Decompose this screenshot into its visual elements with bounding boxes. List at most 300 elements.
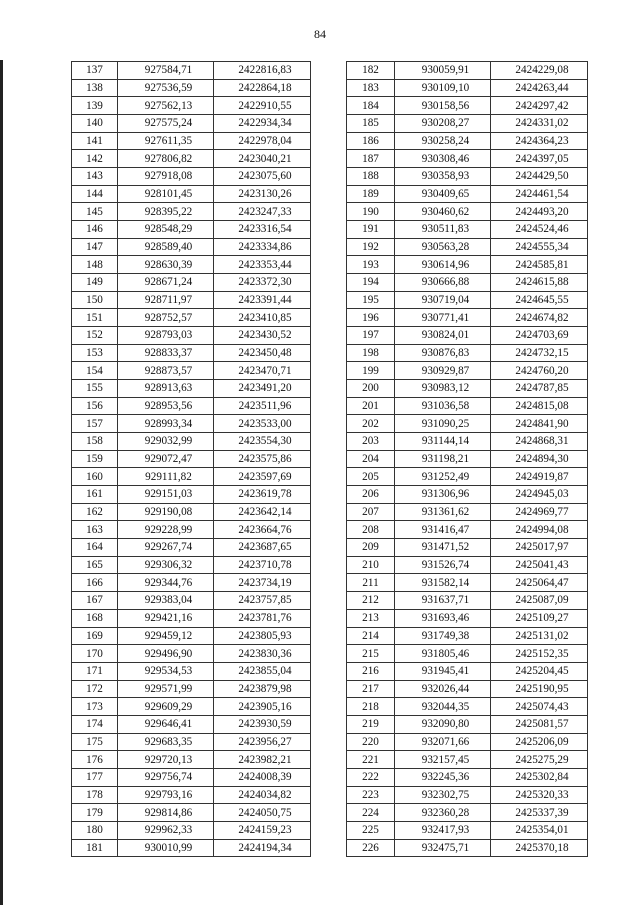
y-coordinate-cell: 2425354,01 — [491, 821, 588, 839]
x-coordinate-cell: 930614,96 — [395, 256, 491, 274]
point-number-cell: 191 — [347, 221, 395, 239]
y-coordinate-cell: 2423642,14 — [214, 503, 311, 521]
x-coordinate-cell: 928548,29 — [118, 221, 214, 239]
point-number-cell: 139 — [72, 97, 118, 115]
y-coordinate-cell: 2424868,31 — [491, 433, 588, 451]
point-number-cell: 150 — [72, 291, 118, 309]
x-coordinate-cell: 930511,83 — [395, 221, 491, 239]
table-row — [72, 327, 311, 345]
table-row — [347, 556, 588, 574]
y-coordinate-cell: 2424994,08 — [491, 521, 588, 539]
point-number-cell: 186 — [347, 132, 395, 150]
table-row — [347, 609, 588, 627]
table-row — [72, 786, 311, 804]
y-coordinate-cell: 2423247,33 — [214, 203, 311, 221]
x-coordinate-cell: 931945,41 — [395, 662, 491, 680]
table-row — [347, 503, 588, 521]
coordinates-table-left — [71, 61, 311, 857]
point-number-cell: 138 — [72, 79, 118, 97]
y-coordinate-cell: 2424919,87 — [491, 468, 588, 486]
y-coordinate-cell: 2424263,44 — [491, 79, 588, 97]
x-coordinate-cell: 932090,80 — [395, 715, 491, 733]
table-row — [72, 79, 311, 97]
table-row — [347, 238, 588, 256]
point-number-cell: 165 — [72, 556, 118, 574]
table-row — [347, 645, 588, 663]
x-coordinate-cell: 929683,35 — [118, 733, 214, 751]
point-number-cell: 222 — [347, 768, 395, 786]
y-coordinate-cell: 2424461,54 — [491, 185, 588, 203]
point-number-cell: 199 — [347, 362, 395, 380]
x-coordinate-cell: 929306,32 — [118, 556, 214, 574]
point-number-cell: 207 — [347, 503, 395, 521]
point-number-cell: 169 — [72, 627, 118, 645]
table-row — [72, 150, 311, 168]
point-number-cell: 147 — [72, 238, 118, 256]
table-row — [72, 574, 311, 592]
point-number-cell: 175 — [72, 733, 118, 751]
table-row — [347, 79, 588, 97]
table-row — [72, 221, 311, 239]
y-coordinate-cell: 2423687,65 — [214, 539, 311, 557]
table-row — [72, 256, 311, 274]
table-row — [347, 680, 588, 698]
table-row — [347, 698, 588, 716]
point-number-cell: 200 — [347, 380, 395, 398]
point-number-cell: 177 — [72, 768, 118, 786]
point-number-cell: 209 — [347, 539, 395, 557]
y-coordinate-cell: 2423805,93 — [214, 627, 311, 645]
x-coordinate-cell: 928671,24 — [118, 274, 214, 292]
point-number-cell: 202 — [347, 415, 395, 433]
x-coordinate-cell: 928793,03 — [118, 327, 214, 345]
x-coordinate-cell: 932157,45 — [395, 751, 491, 769]
y-coordinate-cell: 2425081,57 — [491, 715, 588, 733]
point-number-cell: 142 — [72, 150, 118, 168]
y-coordinate-cell: 2423554,30 — [214, 433, 311, 451]
point-number-cell: 203 — [347, 433, 395, 451]
table-row — [72, 503, 311, 521]
point-number-cell: 144 — [72, 185, 118, 203]
x-coordinate-cell: 930258,24 — [395, 132, 491, 150]
y-coordinate-cell: 2425041,43 — [491, 556, 588, 574]
table-row — [347, 344, 588, 362]
table-row — [72, 274, 311, 292]
point-number-cell: 162 — [72, 503, 118, 521]
x-coordinate-cell: 929646,41 — [118, 715, 214, 733]
y-coordinate-cell: 2423130,26 — [214, 185, 311, 203]
x-coordinate-cell: 930876,83 — [395, 344, 491, 362]
table-row — [72, 397, 311, 415]
y-coordinate-cell: 2425337,39 — [491, 804, 588, 822]
y-coordinate-cell: 2425206,09 — [491, 733, 588, 751]
point-number-cell: 176 — [72, 751, 118, 769]
point-number-cell: 140 — [72, 115, 118, 133]
x-coordinate-cell: 929228,99 — [118, 521, 214, 539]
x-coordinate-cell: 929151,03 — [118, 486, 214, 504]
x-coordinate-cell: 931416,47 — [395, 521, 491, 539]
y-coordinate-cell: 2424787,85 — [491, 380, 588, 398]
y-coordinate-cell: 2425204,45 — [491, 662, 588, 680]
x-coordinate-cell: 928953,56 — [118, 397, 214, 415]
point-number-cell: 174 — [72, 715, 118, 733]
y-coordinate-cell: 2423781,76 — [214, 609, 311, 627]
point-number-cell: 158 — [72, 433, 118, 451]
table-row — [72, 733, 311, 751]
point-number-cell: 154 — [72, 362, 118, 380]
x-coordinate-cell: 929421,16 — [118, 609, 214, 627]
x-coordinate-cell: 930983,12 — [395, 380, 491, 398]
x-coordinate-cell: 930358,93 — [395, 168, 491, 186]
x-coordinate-cell: 928589,40 — [118, 238, 214, 256]
table-row — [347, 115, 588, 133]
point-number-cell: 182 — [347, 62, 395, 80]
x-coordinate-cell: 930719,04 — [395, 291, 491, 309]
y-coordinate-cell: 2422934,34 — [214, 115, 311, 133]
point-number-cell: 170 — [72, 645, 118, 663]
x-coordinate-cell: 929072,47 — [118, 450, 214, 468]
x-coordinate-cell: 931361,62 — [395, 503, 491, 521]
point-number-cell: 145 — [72, 203, 118, 221]
table-row — [72, 715, 311, 733]
x-coordinate-cell: 931198,21 — [395, 450, 491, 468]
y-coordinate-cell: 2424008,39 — [214, 768, 311, 786]
table-row — [347, 768, 588, 786]
y-coordinate-cell: 2423734,19 — [214, 574, 311, 592]
table-row — [72, 185, 311, 203]
point-number-cell: 192 — [347, 238, 395, 256]
x-coordinate-cell: 928101,45 — [118, 185, 214, 203]
point-number-cell: 173 — [72, 698, 118, 716]
x-coordinate-cell: 931090,25 — [395, 415, 491, 433]
point-number-cell: 218 — [347, 698, 395, 716]
point-number-cell: 201 — [347, 397, 395, 415]
y-coordinate-cell: 2425370,18 — [491, 839, 588, 857]
y-coordinate-cell: 2423830,36 — [214, 645, 311, 663]
table-row — [72, 609, 311, 627]
point-number-cell: 164 — [72, 539, 118, 557]
point-number-cell: 226 — [347, 839, 395, 857]
point-number-cell: 198 — [347, 344, 395, 362]
x-coordinate-cell: 929962,33 — [118, 821, 214, 839]
x-coordinate-cell: 930929,87 — [395, 362, 491, 380]
y-coordinate-cell: 2423597,69 — [214, 468, 311, 486]
table-row — [72, 821, 311, 839]
y-coordinate-cell: 2423470,71 — [214, 362, 311, 380]
table-row — [72, 97, 311, 115]
x-coordinate-cell: 929032,99 — [118, 433, 214, 451]
x-coordinate-cell: 927562,13 — [118, 97, 214, 115]
x-coordinate-cell: 932044,35 — [395, 698, 491, 716]
x-coordinate-cell: 929534,53 — [118, 662, 214, 680]
y-coordinate-cell: 2423533,00 — [214, 415, 311, 433]
point-number-cell: 143 — [72, 168, 118, 186]
table-row — [347, 433, 588, 451]
y-coordinate-cell: 2423372,30 — [214, 274, 311, 292]
point-number-cell: 185 — [347, 115, 395, 133]
y-coordinate-cell: 2425275,29 — [491, 751, 588, 769]
x-coordinate-cell: 927611,35 — [118, 132, 214, 150]
y-coordinate-cell: 2424159,23 — [214, 821, 311, 839]
table-row — [347, 415, 588, 433]
y-coordinate-cell: 2423575,86 — [214, 450, 311, 468]
point-number-cell: 155 — [72, 380, 118, 398]
y-coordinate-cell: 2425017,97 — [491, 539, 588, 557]
x-coordinate-cell: 932071,66 — [395, 733, 491, 751]
x-coordinate-cell: 927575,24 — [118, 115, 214, 133]
point-number-cell: 167 — [72, 592, 118, 610]
point-number-cell: 181 — [72, 839, 118, 857]
x-coordinate-cell: 928993,34 — [118, 415, 214, 433]
y-coordinate-cell: 2424969,77 — [491, 503, 588, 521]
y-coordinate-cell: 2422864,18 — [214, 79, 311, 97]
y-coordinate-cell: 2424555,34 — [491, 238, 588, 256]
point-number-cell: 149 — [72, 274, 118, 292]
point-number-cell: 223 — [347, 786, 395, 804]
point-number-cell: 152 — [72, 327, 118, 345]
point-number-cell: 206 — [347, 486, 395, 504]
table-row — [347, 203, 588, 221]
point-number-cell: 168 — [72, 609, 118, 627]
table-row — [347, 362, 588, 380]
x-coordinate-cell: 928833,37 — [118, 344, 214, 362]
table-row — [347, 715, 588, 733]
x-coordinate-cell: 928711,97 — [118, 291, 214, 309]
table-row — [347, 256, 588, 274]
y-coordinate-cell: 2423491,20 — [214, 380, 311, 398]
y-coordinate-cell: 2424841,90 — [491, 415, 588, 433]
x-coordinate-cell: 932026,44 — [395, 680, 491, 698]
table-row — [347, 486, 588, 504]
point-number-cell: 159 — [72, 450, 118, 468]
x-coordinate-cell: 929814,86 — [118, 804, 214, 822]
point-number-cell: 157 — [72, 415, 118, 433]
y-coordinate-cell: 2424615,88 — [491, 274, 588, 292]
point-number-cell: 137 — [72, 62, 118, 80]
table-row — [72, 203, 311, 221]
y-coordinate-cell: 2424331,02 — [491, 115, 588, 133]
x-coordinate-cell: 929111,82 — [118, 468, 214, 486]
y-coordinate-cell: 2424397,05 — [491, 150, 588, 168]
y-coordinate-cell: 2423956,27 — [214, 733, 311, 751]
y-coordinate-cell: 2424229,08 — [491, 62, 588, 80]
point-number-cell: 212 — [347, 592, 395, 610]
point-number-cell: 190 — [347, 203, 395, 221]
y-coordinate-cell: 2422816,83 — [214, 62, 311, 80]
table-row — [72, 751, 311, 769]
point-number-cell: 187 — [347, 150, 395, 168]
x-coordinate-cell: 929571,99 — [118, 680, 214, 698]
x-coordinate-cell: 930771,41 — [395, 309, 491, 327]
x-coordinate-cell: 929459,12 — [118, 627, 214, 645]
y-coordinate-cell: 2423619,78 — [214, 486, 311, 504]
table-row — [72, 415, 311, 433]
point-number-cell: 184 — [347, 97, 395, 115]
x-coordinate-cell: 930409,65 — [395, 185, 491, 203]
table-row — [72, 362, 311, 380]
y-coordinate-cell: 2424524,46 — [491, 221, 588, 239]
y-coordinate-cell: 2423511,96 — [214, 397, 311, 415]
point-number-cell: 208 — [347, 521, 395, 539]
table-row — [347, 627, 588, 645]
x-coordinate-cell: 927918,08 — [118, 168, 214, 186]
x-coordinate-cell: 927536,59 — [118, 79, 214, 97]
scan-edge-bar — [0, 60, 3, 905]
table-row — [72, 698, 311, 716]
table-row — [347, 839, 588, 857]
y-coordinate-cell: 2423410,85 — [214, 309, 311, 327]
y-coordinate-cell: 2423757,85 — [214, 592, 311, 610]
y-coordinate-cell: 2424429,50 — [491, 168, 588, 186]
point-number-cell: 188 — [347, 168, 395, 186]
y-coordinate-cell: 2423664,76 — [214, 521, 311, 539]
table-row — [72, 592, 311, 610]
y-coordinate-cell: 2424050,75 — [214, 804, 311, 822]
x-coordinate-cell: 931144,14 — [395, 433, 491, 451]
point-number-cell: 205 — [347, 468, 395, 486]
x-coordinate-cell: 930059,91 — [395, 62, 491, 80]
x-coordinate-cell: 932360,28 — [395, 804, 491, 822]
table-row — [347, 291, 588, 309]
point-number-cell: 172 — [72, 680, 118, 698]
x-coordinate-cell: 929756,74 — [118, 768, 214, 786]
y-coordinate-cell: 2424364,23 — [491, 132, 588, 150]
x-coordinate-cell: 928630,39 — [118, 256, 214, 274]
y-coordinate-cell: 2425087,09 — [491, 592, 588, 610]
y-coordinate-cell: 2423430,52 — [214, 327, 311, 345]
x-coordinate-cell: 932417,93 — [395, 821, 491, 839]
table-row — [347, 468, 588, 486]
table-row — [347, 168, 588, 186]
y-coordinate-cell: 2424493,20 — [491, 203, 588, 221]
table-row — [72, 539, 311, 557]
point-number-cell: 153 — [72, 344, 118, 362]
y-coordinate-cell: 2423710,78 — [214, 556, 311, 574]
x-coordinate-cell: 929609,29 — [118, 698, 214, 716]
y-coordinate-cell: 2423040,21 — [214, 150, 311, 168]
y-coordinate-cell: 2425064,47 — [491, 574, 588, 592]
table-row — [347, 821, 588, 839]
table-row — [347, 221, 588, 239]
x-coordinate-cell: 930666,88 — [395, 274, 491, 292]
point-number-cell: 195 — [347, 291, 395, 309]
y-coordinate-cell: 2422978,04 — [214, 132, 311, 150]
point-number-cell: 213 — [347, 609, 395, 627]
table-row — [347, 450, 588, 468]
y-coordinate-cell: 2423353,44 — [214, 256, 311, 274]
y-coordinate-cell: 2423905,16 — [214, 698, 311, 716]
point-number-cell: 148 — [72, 256, 118, 274]
x-coordinate-cell: 931526,74 — [395, 556, 491, 574]
x-coordinate-cell: 928752,57 — [118, 309, 214, 327]
table-row — [347, 185, 588, 203]
point-number-cell: 221 — [347, 751, 395, 769]
x-coordinate-cell: 928395,22 — [118, 203, 214, 221]
point-number-cell: 166 — [72, 574, 118, 592]
table-row — [72, 433, 311, 451]
y-coordinate-cell: 2424674,82 — [491, 309, 588, 327]
y-coordinate-cell: 2425152,35 — [491, 645, 588, 663]
table-row — [347, 150, 588, 168]
table-row — [72, 486, 311, 504]
y-coordinate-cell: 2423930,59 — [214, 715, 311, 733]
x-coordinate-cell: 928873,57 — [118, 362, 214, 380]
table-row — [72, 662, 311, 680]
x-coordinate-cell: 930308,46 — [395, 150, 491, 168]
table-row — [72, 645, 311, 663]
table-row — [347, 804, 588, 822]
point-number-cell: 196 — [347, 309, 395, 327]
x-coordinate-cell: 929344,76 — [118, 574, 214, 592]
x-coordinate-cell: 931306,96 — [395, 486, 491, 504]
table-row — [347, 274, 588, 292]
table-row — [72, 380, 311, 398]
x-coordinate-cell: 930460,62 — [395, 203, 491, 221]
y-coordinate-cell: 2424194,34 — [214, 839, 311, 857]
y-coordinate-cell: 2424815,08 — [491, 397, 588, 415]
x-coordinate-cell: 929496,90 — [118, 645, 214, 663]
x-coordinate-cell: 930158,56 — [395, 97, 491, 115]
table-row — [347, 592, 588, 610]
y-coordinate-cell: 2424703,69 — [491, 327, 588, 345]
x-coordinate-cell: 931749,38 — [395, 627, 491, 645]
y-coordinate-cell: 2422910,55 — [214, 97, 311, 115]
table-row — [72, 680, 311, 698]
table-row — [72, 132, 311, 150]
table-row — [72, 115, 311, 133]
y-coordinate-cell: 2425190,95 — [491, 680, 588, 698]
page-number: 84 — [314, 27, 326, 41]
x-coordinate-cell: 931637,71 — [395, 592, 491, 610]
point-number-cell: 210 — [347, 556, 395, 574]
y-coordinate-cell: 2423982,21 — [214, 751, 311, 769]
x-coordinate-cell: 929720,13 — [118, 751, 214, 769]
point-number-cell: 219 — [347, 715, 395, 733]
table-row — [72, 627, 311, 645]
table-row — [72, 521, 311, 539]
y-coordinate-cell: 2424894,30 — [491, 450, 588, 468]
point-number-cell: 151 — [72, 309, 118, 327]
point-number-cell: 216 — [347, 662, 395, 680]
point-number-cell: 194 — [347, 274, 395, 292]
table-row — [347, 662, 588, 680]
x-coordinate-cell: 932302,75 — [395, 786, 491, 804]
table-row — [72, 468, 311, 486]
point-number-cell: 156 — [72, 397, 118, 415]
point-number-cell: 204 — [347, 450, 395, 468]
x-coordinate-cell: 930563,28 — [395, 238, 491, 256]
y-coordinate-cell: 2425302,84 — [491, 768, 588, 786]
point-number-cell: 193 — [347, 256, 395, 274]
y-coordinate-cell: 2424645,55 — [491, 291, 588, 309]
x-coordinate-cell: 932245,36 — [395, 768, 491, 786]
table-row — [347, 786, 588, 804]
table-row — [72, 768, 311, 786]
point-number-cell: 189 — [347, 185, 395, 203]
point-number-cell: 161 — [72, 486, 118, 504]
x-coordinate-cell: 931582,14 — [395, 574, 491, 592]
y-coordinate-cell: 2423316,54 — [214, 221, 311, 239]
x-coordinate-cell: 931036,58 — [395, 397, 491, 415]
point-number-cell: 179 — [72, 804, 118, 822]
x-coordinate-cell: 931805,46 — [395, 645, 491, 663]
point-number-cell: 178 — [72, 786, 118, 804]
table-row — [72, 450, 311, 468]
y-coordinate-cell: 2423450,48 — [214, 344, 311, 362]
y-coordinate-cell: 2425109,27 — [491, 609, 588, 627]
x-coordinate-cell: 930824,01 — [395, 327, 491, 345]
y-coordinate-cell: 2424297,42 — [491, 97, 588, 115]
